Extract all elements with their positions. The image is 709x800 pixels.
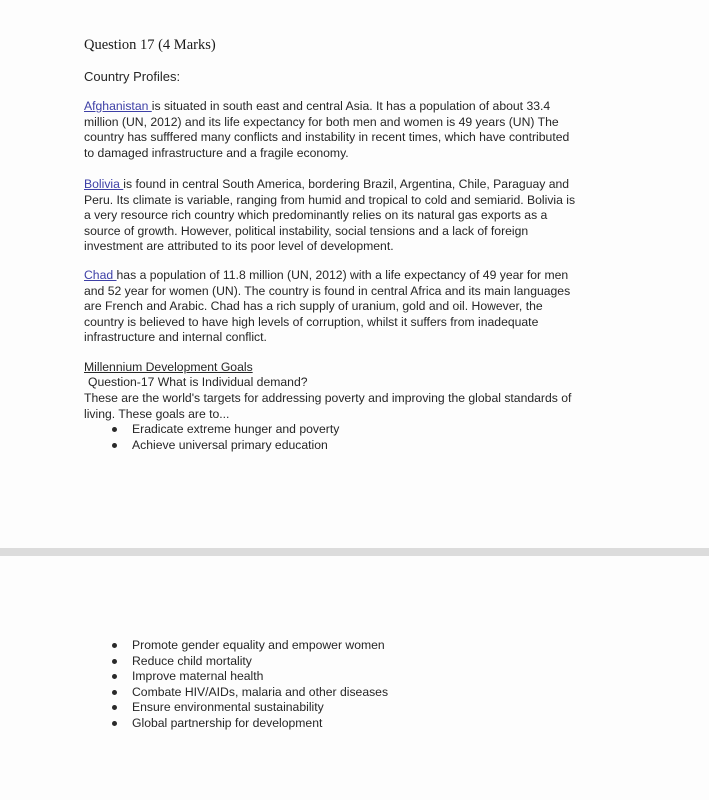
goals-list-page1: [108, 422, 339, 453]
paragraph-line: and 52 year for women (UN). The country is found in central Africa and its main languages: [84, 283, 571, 298]
paragraph-line: are French and Arabic. Chad has a rich supply of uranium, gold and oil. However, the: [84, 299, 543, 314]
bullet-icon: [112, 427, 117, 432]
question-line: Question-17 What is Individual demand?: [88, 375, 308, 389]
list-item: Improve maternal health: [108, 669, 388, 685]
paragraph-line: investment are attributed to its poor level of development.: [84, 239, 394, 254]
chad-paragraph: [84, 268, 619, 346]
page-separator: [0, 548, 709, 556]
bolivia-paragraph: [84, 177, 619, 255]
chad-link[interactable]: Chad: [84, 268, 117, 282]
list-item: Global partnership for development: [108, 716, 388, 732]
bullet-icon: [112, 659, 117, 664]
paragraph-line: source of growth. However, political instability, social tensions and a lack of foreign: [84, 223, 529, 238]
bullet-icon: [112, 643, 117, 648]
list-item: Promote gender equality and empower women: [108, 638, 388, 654]
question-title: Question 17 (4 Marks): [84, 37, 216, 53]
country-profiles-heading: Country Profiles:: [84, 69, 181, 84]
mdg-heading: Millennium Development Goals: [84, 360, 253, 374]
list-item: Reduce child mortality: [108, 654, 388, 670]
bullet-icon: [112, 721, 117, 726]
list-item: Achieve universal primary education: [108, 438, 339, 454]
paragraph-line: Chad has a population of 11.8 million (UN, 2012) with a life expectancy of 49 year for men: [84, 268, 569, 282]
bullet-icon: [112, 705, 117, 710]
list-item: Ensure environmental sustainability: [108, 700, 388, 716]
afghanistan-paragraph: [84, 99, 619, 161]
paragraph-line: living. These goals are to...: [84, 406, 230, 421]
list-item: Eradicate extreme hunger and poverty: [108, 422, 339, 438]
bullet-icon: [112, 690, 117, 695]
paragraph-line: Afghanistan is situated in south east and central Asia. It has a population of about 33.4: [84, 99, 551, 113]
paragraph-line: to damaged infrastructure and a fragile economy.: [84, 145, 349, 160]
paragraph-line: infrastructure and internal conflict.: [84, 330, 267, 345]
bullet-icon: [112, 443, 117, 448]
afghanistan-link[interactable]: Afghanistan: [84, 99, 152, 113]
paragraph-line: country has sufffered many conflicts and instability in recent times, which have contributed: [84, 130, 570, 145]
list-item: Combate HIV/AIDs, malaria and other diseases: [108, 685, 388, 701]
paragraph-line: Bolivia is found in central South America, bordering Brazil, Argentina, Chile, Paraguay and: [84, 177, 570, 191]
bolivia-link[interactable]: Bolivia: [84, 177, 124, 191]
goals-list-page2: [108, 638, 388, 732]
paragraph-line: Peru. Its climate is variable, ranging from humid and tropical to cold and semiarid. Bolivia is: [84, 192, 576, 207]
paragraph-line: million (UN, 2012) and its life expectancy for both men and women is 49 years (UN) The: [84, 114, 559, 129]
bullet-icon: [112, 674, 117, 679]
paragraph-line: These are the world's targets for addressing poverty and improving the global standards of: [84, 391, 572, 405]
goals-intro-paragraph: [84, 391, 619, 422]
paragraph-line: country is believed to have high levels of corruption, whilst it suffers from inadequate: [84, 314, 539, 329]
paragraph-line: a very resource rich country which predominantly relies on its natural gas exports as a: [84, 208, 548, 223]
